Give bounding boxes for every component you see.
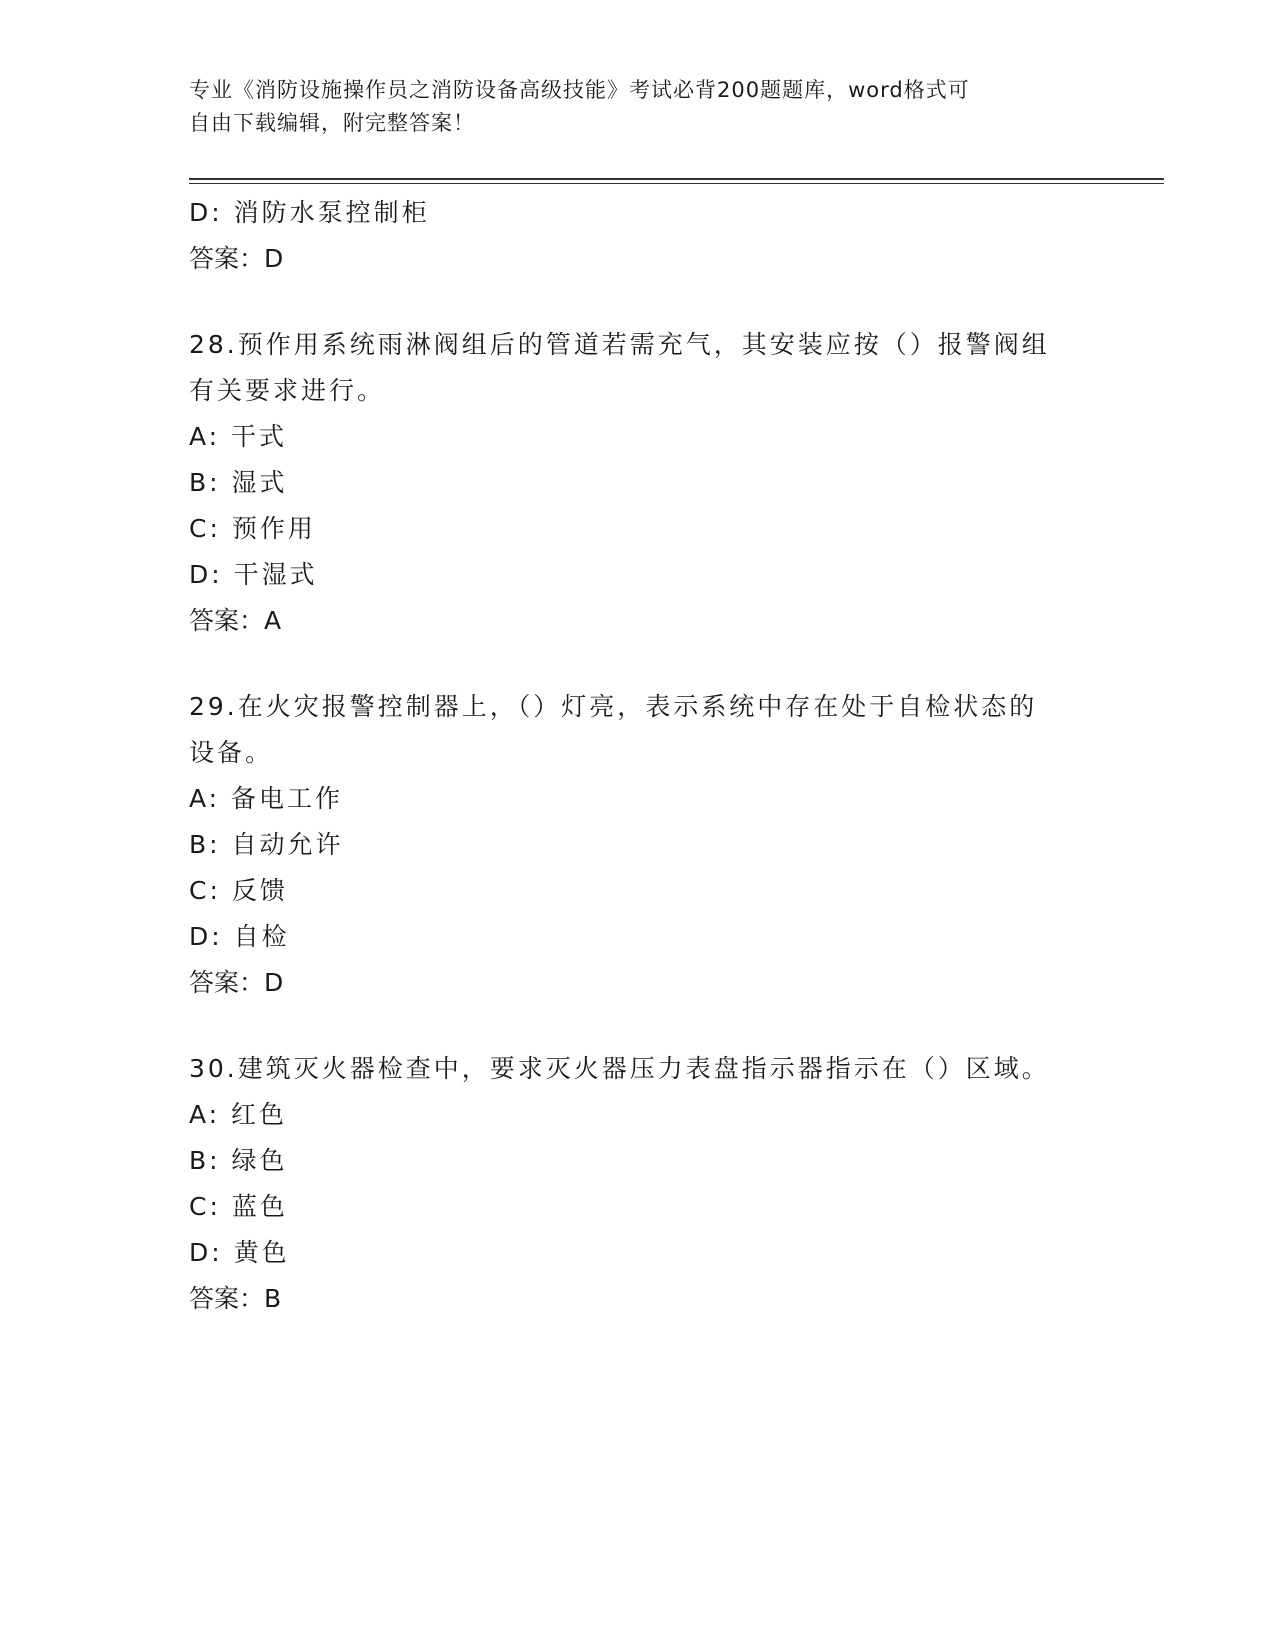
- option-b: B: 自动允许: [189, 830, 344, 859]
- option-b: B: 湿式: [189, 468, 288, 497]
- header-line-2: 自由下载编辑，附完整答案！: [189, 111, 475, 135]
- header-line-1: 专业《消防设施操作员之消防设备高级技能》考试必背200题题库，word格式可: [189, 78, 970, 102]
- header-divider: [189, 178, 1164, 180]
- header-divider-thin: [189, 183, 1164, 184]
- question-27-continued: [189, 190, 1089, 282]
- question-30: [189, 1046, 1089, 1322]
- question-text: [189, 322, 1089, 414]
- option-d: D: 自检: [189, 922, 290, 951]
- question-29: [189, 684, 1089, 1006]
- question-text-line-2: 设备。: [189, 738, 274, 767]
- option-d: D: 黄色: [189, 1238, 290, 1267]
- option-d: D: 干湿式: [189, 560, 318, 589]
- answer-line: 答案：B: [189, 1284, 282, 1313]
- option-a: A: 干式: [189, 422, 288, 451]
- question-text-line-1: 30.建筑灭火器检查中，要求灭火器压力表盘指示器指示在（）区域。: [189, 1054, 1050, 1083]
- question-text: [189, 684, 1089, 776]
- option-c: C: 蓝色: [189, 1192, 288, 1221]
- option-c: C: 预作用: [189, 514, 316, 543]
- page-header: [189, 74, 1089, 140]
- question-text-line-2: 有关要求进行。: [189, 376, 386, 405]
- option-d: D: 消防水泵控制柜: [189, 198, 430, 227]
- option-a: A: 备电工作: [189, 784, 344, 813]
- option-c: C: 反馈: [189, 876, 288, 905]
- answer-line: 答案：D: [189, 968, 284, 997]
- option-b: B: 绿色: [189, 1146, 288, 1175]
- question-text-line-1: 28.预作用系统雨淋阀组后的管道若需充气，其安装应按（）报警阀组: [189, 330, 1050, 359]
- answer-line: 答案：D: [189, 244, 284, 273]
- question-text: [189, 1046, 1089, 1092]
- option-a: A: 红色: [189, 1100, 288, 1129]
- answer-line: 答案：A: [189, 606, 282, 635]
- question-28: [189, 322, 1089, 644]
- question-text-line-1: 29.在火灾报警控制器上，（）灯亮，表示系统中存在处于自检状态的: [189, 692, 1038, 721]
- document-body: [189, 190, 1089, 1322]
